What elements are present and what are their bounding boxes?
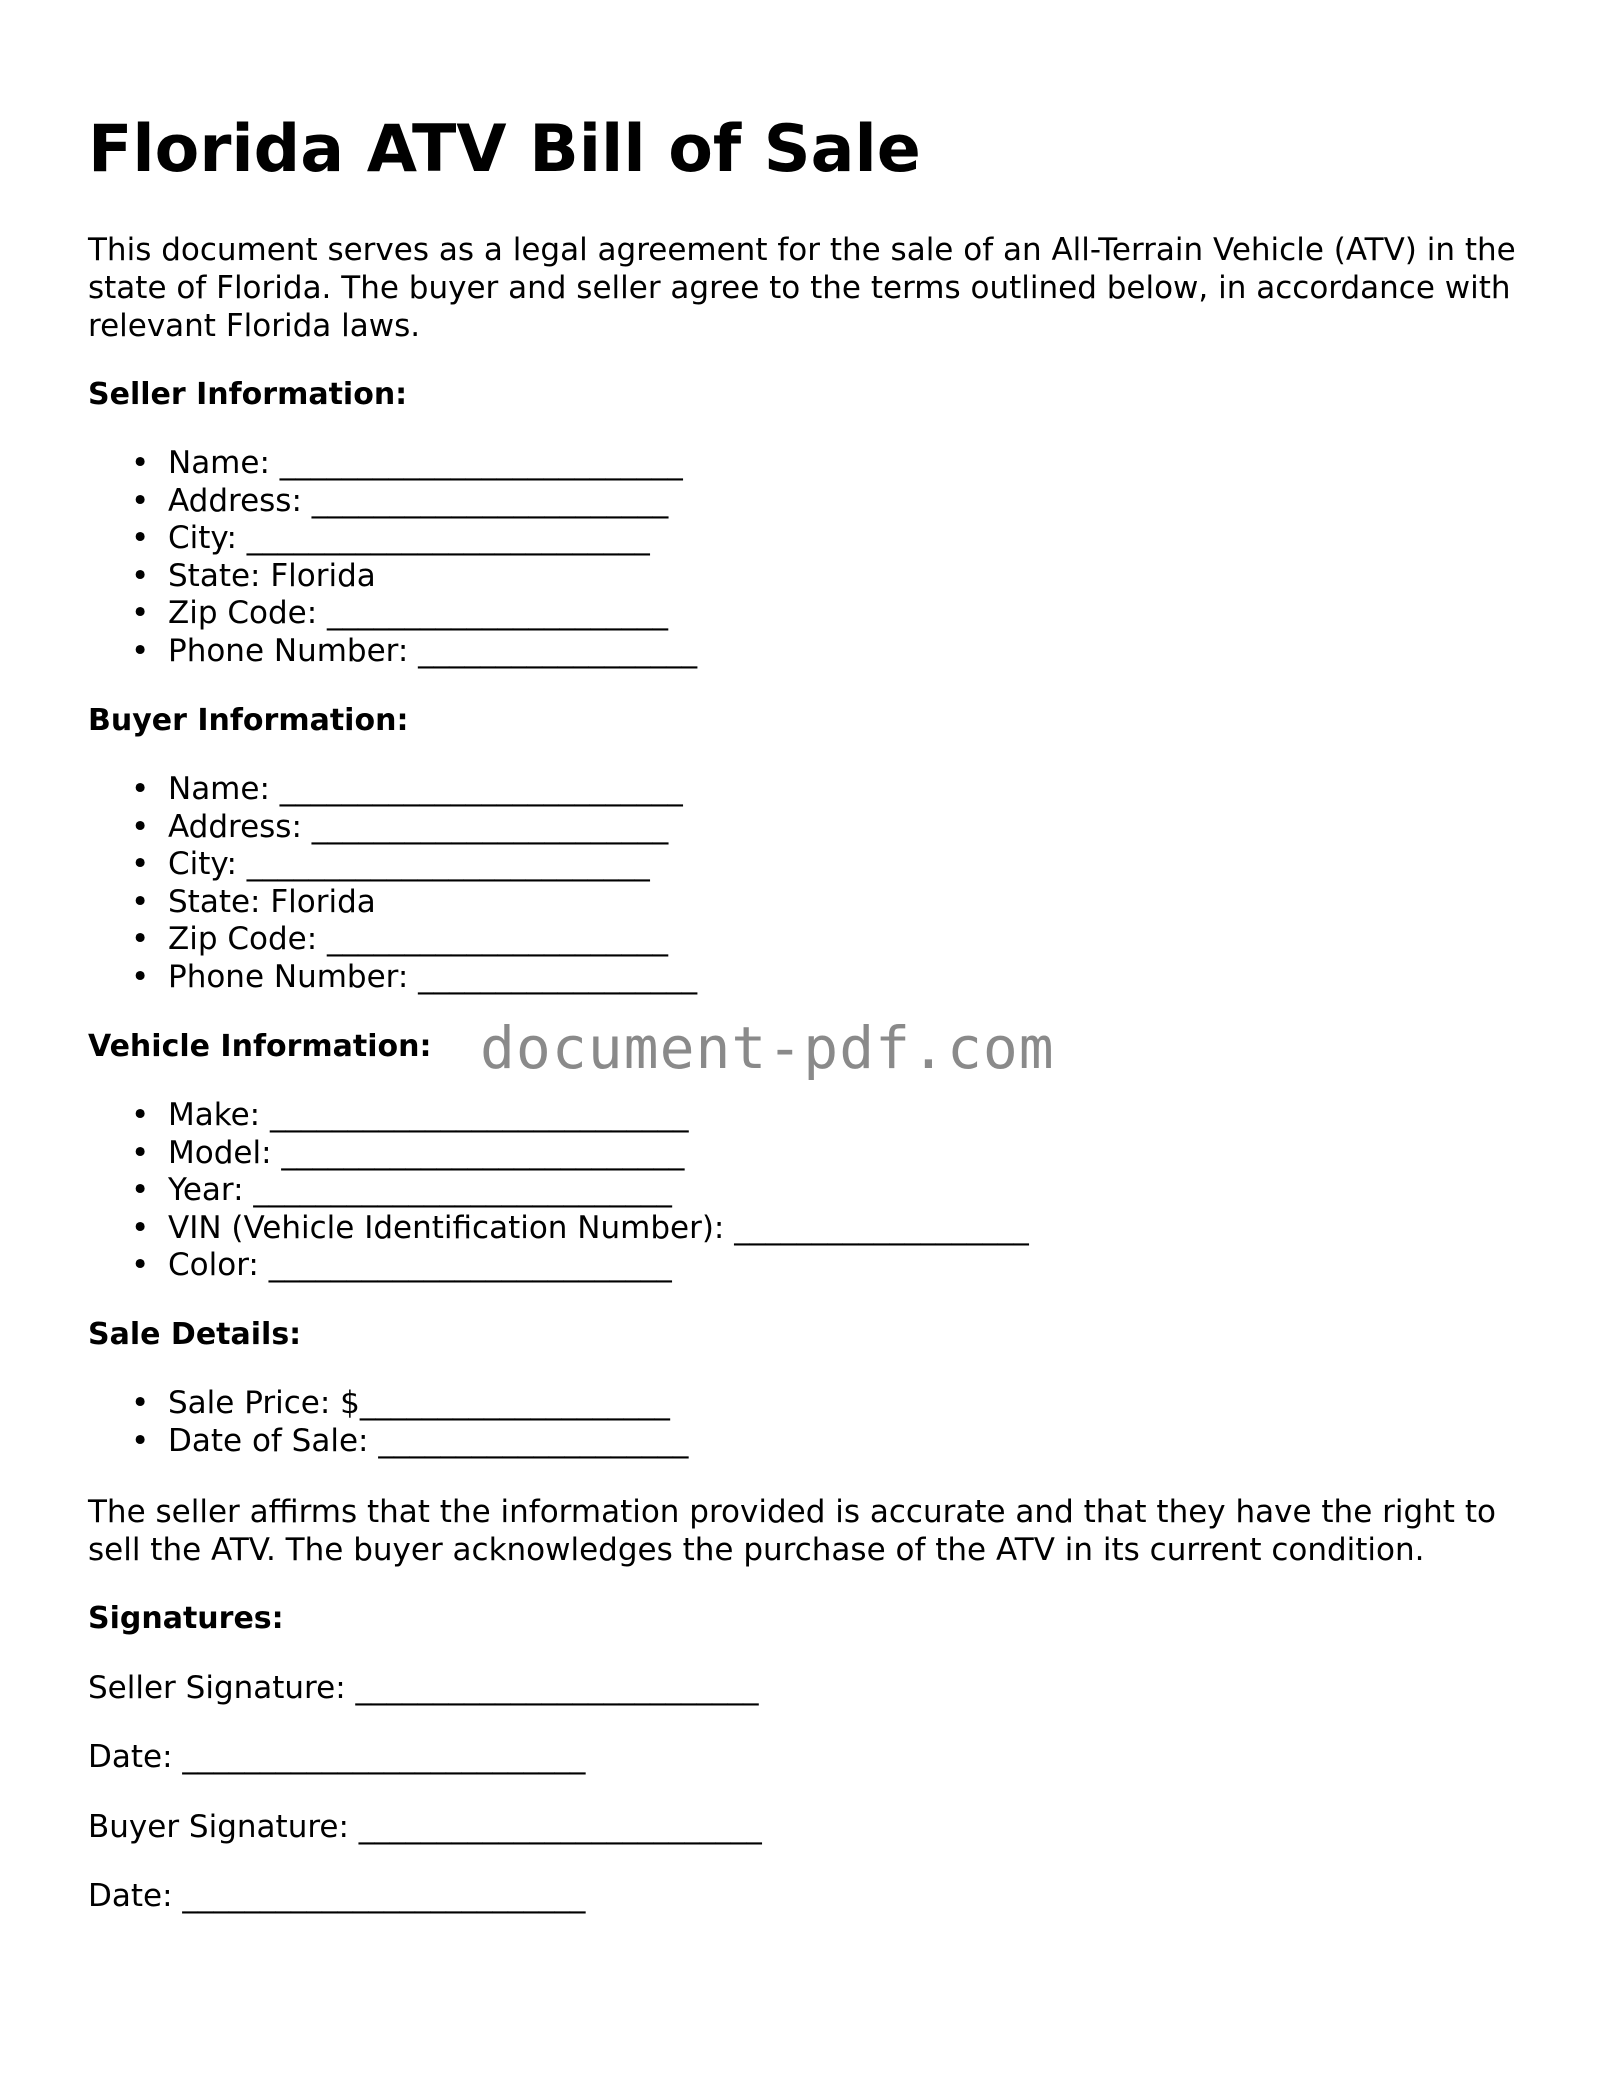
sale-field-list xyxy=(88,1385,688,1460)
vehicle-year-field: • Year: ___________________________ xyxy=(131,1172,672,1208)
bullet-icon: • xyxy=(131,557,150,594)
vehicle-color-field: • Color: __________________________ xyxy=(131,1247,672,1283)
bullet-icon: • xyxy=(131,808,150,845)
seller-field-list xyxy=(88,445,697,670)
intro-paragraph: This document serves as a legal agreement for the sale of an All-Terrain Vehicle (ATV) in the state of Florida. The buyer and seller agree to the terms outlined below, in accordance with relevant Florida laws. xyxy=(88,232,1516,344)
bullet-icon: • xyxy=(131,1172,150,1208)
watermark-text: document-pdf.com xyxy=(480,1014,1055,1082)
vehicle-model-field: • Model: __________________________ xyxy=(131,1134,685,1171)
bullet-icon: • xyxy=(131,445,150,481)
sale-price-field: • Sale Price: $____________________ xyxy=(131,1385,670,1421)
bullet-icon: • xyxy=(131,1134,150,1171)
seller-signature-line: Seller Signature: __________________________ xyxy=(88,1670,759,1706)
affirmation-paragraph: The seller affirms that the information provided is accurate and that they have the right to sell the ATV. The buyer acknowledges the purchase of the ATV in its current condition. xyxy=(88,1494,1496,1568)
bullet-icon: • xyxy=(131,1422,150,1459)
seller-section-heading: Seller Information: xyxy=(88,377,408,412)
bullet-icon: • xyxy=(131,921,150,957)
bullet-icon: • xyxy=(131,1247,150,1283)
buyer-field-list xyxy=(88,771,697,996)
sale-section-heading: Sale Details: xyxy=(88,1317,302,1352)
bullet-icon: • xyxy=(131,520,150,556)
buyer-zip-field: • Zip Code: ______________________ xyxy=(131,921,669,957)
sale-date-field: • Date of Sale: ____________________ xyxy=(131,1422,689,1459)
document-title: Florida ATV Bill of Sale xyxy=(88,112,921,187)
bullet-icon: • xyxy=(131,1385,150,1421)
signatures-section-heading: Signatures: xyxy=(88,1601,284,1636)
buyer-city-field: • City: __________________________ xyxy=(131,846,650,882)
bullet-icon: • xyxy=(131,846,150,882)
bullet-icon: • xyxy=(131,958,150,995)
seller-phone-field: • Phone Number: __________________ xyxy=(131,632,698,669)
buyer-phone-field: • Phone Number: __________________ xyxy=(131,958,698,995)
seller-name-field: • Name: __________________________ xyxy=(131,445,683,481)
buyer-section-heading: Buyer Information: xyxy=(88,703,409,738)
vehicle-make-field: • Make: ___________________________ xyxy=(131,1097,689,1133)
vehicle-field-list xyxy=(88,1097,1029,1285)
bullet-icon: • xyxy=(131,1209,150,1246)
seller-state-field: • State: Florida xyxy=(131,557,376,594)
vehicle-section-heading: Vehicle Information: xyxy=(88,1029,432,1064)
bullet-icon: • xyxy=(131,482,150,519)
buyer-date-line: Date: __________________________ xyxy=(88,1878,586,1914)
seller-date-line: Date: __________________________ xyxy=(88,1739,586,1775)
seller-zip-field: • Zip Code: ______________________ xyxy=(131,595,669,631)
bullet-icon: • xyxy=(131,771,150,807)
bullet-icon: • xyxy=(131,595,150,631)
buyer-address-field: • Address: _______________________ xyxy=(131,808,669,845)
vehicle-vin-field: • VIN (Vehicle Identification Number): ___________________ xyxy=(131,1209,1029,1246)
bullet-icon: • xyxy=(131,883,150,920)
bullet-icon: • xyxy=(131,1097,150,1133)
buyer-signature-line: Buyer Signature: __________________________ xyxy=(88,1809,762,1845)
seller-city-field: • City: __________________________ xyxy=(131,520,650,556)
buyer-state-field: • State: Florida xyxy=(131,883,376,920)
seller-address-field: • Address: _______________________ xyxy=(131,482,669,519)
buyer-name-field: • Name: __________________________ xyxy=(131,771,683,807)
bullet-icon: • xyxy=(131,632,150,669)
